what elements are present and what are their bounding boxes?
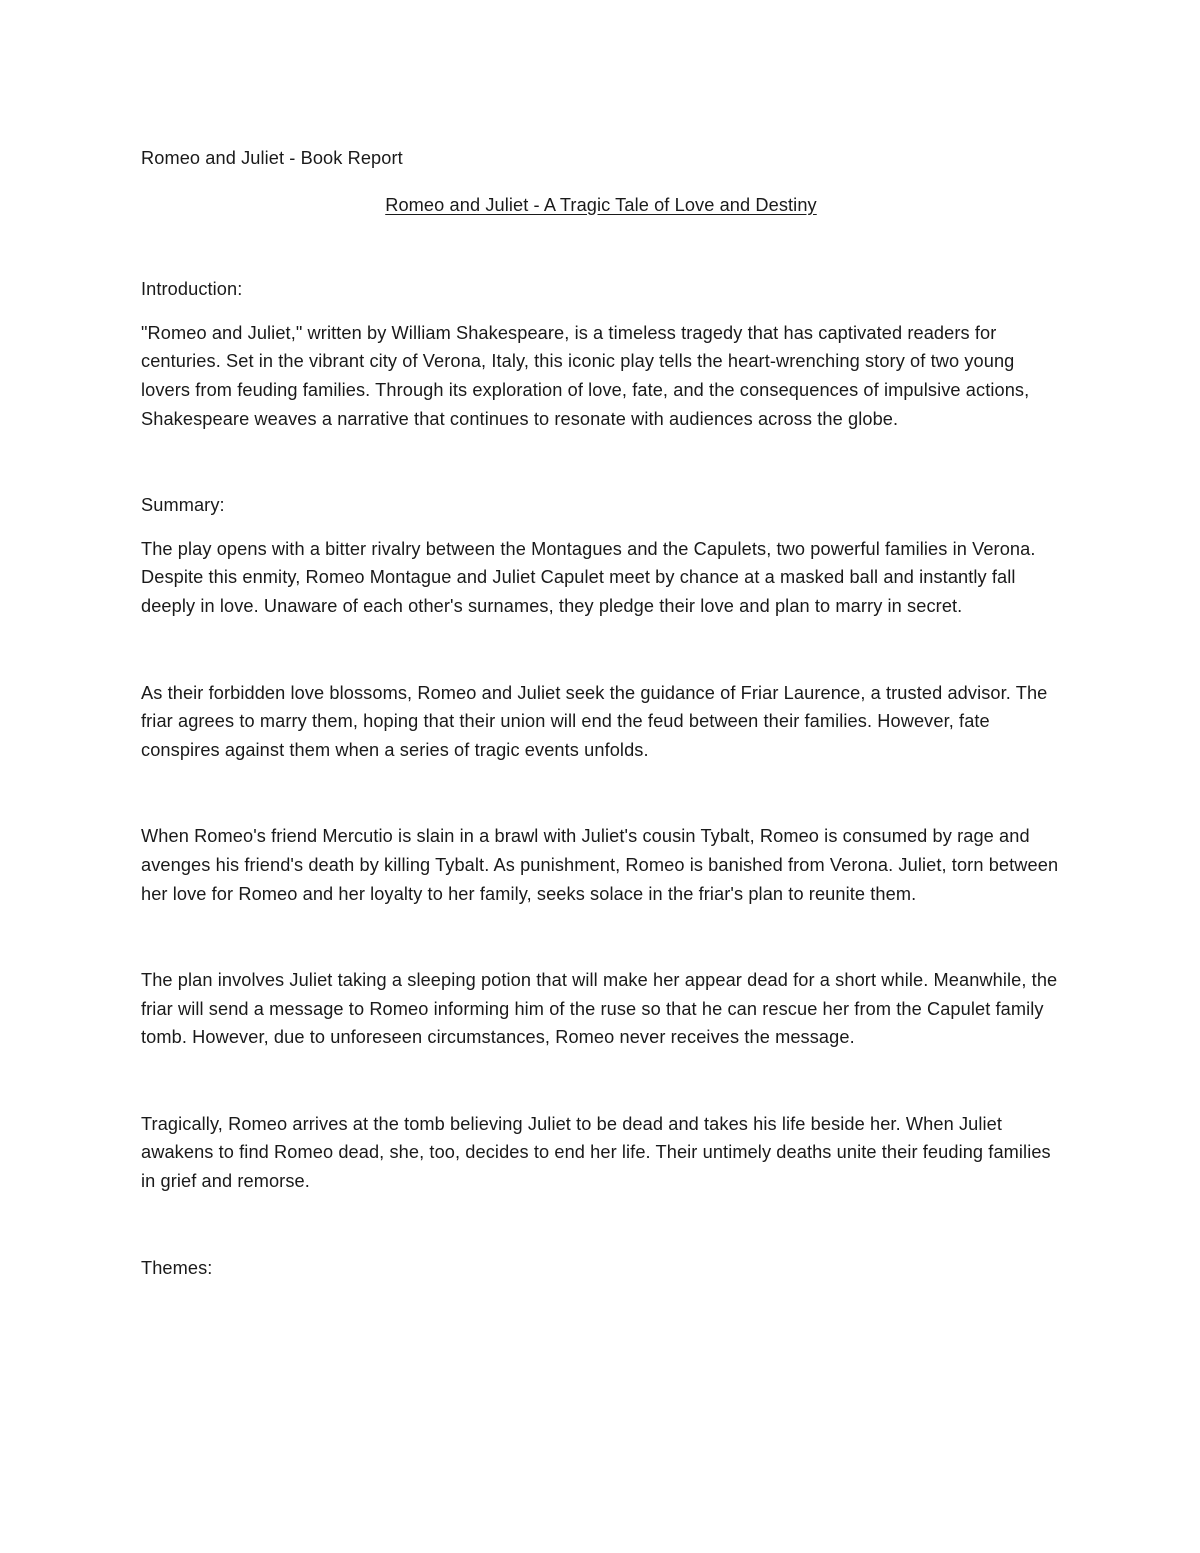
document-body <box>141 144 1061 1282</box>
summary-heading: Summary: <box>141 495 225 516</box>
summary-paragraph: The play opens with a bitter rivalry between the Montagues and the Capulets, two powerful families in Verona. Despite this enmity, Romeo Montague and Juliet Capulet meet by chance at a masked ball and instantly fall deeply in love. Unaware of each other's surnames, they pledge their love and plan to marry in secret. <box>141 538 1036 616</box>
introduction-paragraph: "Romeo and Juliet," written by William Shakespeare, is a timeless tragedy that has captivated readers for centuries. Set in the vibrant city of Verona, Italy, this iconic play tells the heart-wrenching story of two young lovers from feuding families. Through its exploration of love, fate, and the consequences of impulsive actions, Shakespeare weaves a narrative that continues to resonate with audiences across the globe. <box>141 322 1030 429</box>
summary-paragraph: Tragically, Romeo arrives at the tomb believing Juliet to be dead and takes his life beside her. When Juliet awakens to find Romeo dead, she, too, decides to end her life. Their untimely deaths unite their feuding families in grief and remorse. <box>141 1113 1051 1192</box>
summary-paragraph: The plan involves Juliet taking a sleeping potion that will make her appear dead for a short while. Meanwhile, the friar will send a message to Romeo informing him of the ruse so that he can rescue her from the Capulet family tomb. However, due to unforeseen circumstances, Romeo never receives the message. <box>141 970 1058 1048</box>
document-header: Romeo and Juliet - Book Report <box>141 148 403 168</box>
themes-heading: Themes: <box>141 1257 213 1278</box>
summary-paragraph: As their forbidden love blossoms, Romeo and Juliet seek the guidance of Friar Laurence, a trusted advisor. The friar agrees to marry them, hoping that their union will end the feud between their families. However, fate conspires against them when a series of tragic events unfolds. <box>141 682 1048 760</box>
summary-paragraph: When Romeo's friend Mercutio is slain in a brawl with Juliet's cousin Tybalt, Romeo is consumed by rage and avenges his friend's death by killing Tybalt. As punishment, Romeo is banished from Verona. Juliet, torn between her love for Romeo and her loyalty to her family, seeks solace in the friar's plan to reunite them. <box>141 826 1059 904</box>
document-title: Romeo and Juliet - A Tragic Tale of Love and Destiny <box>385 194 817 215</box>
introduction-heading: Introduction: <box>141 279 243 300</box>
